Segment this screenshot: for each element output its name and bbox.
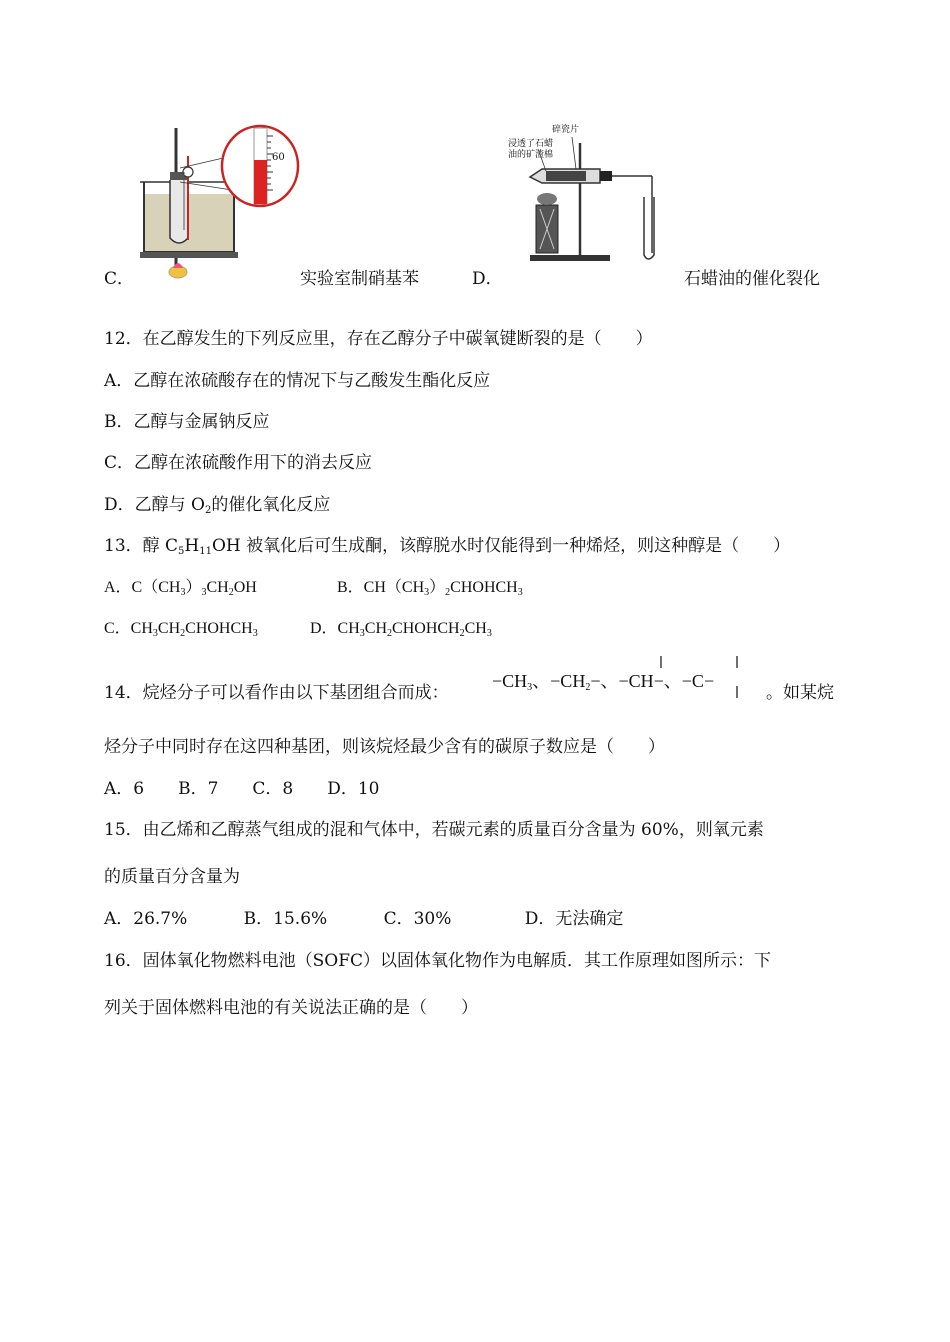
q15-line1: 15．由乙烯和乙醇蒸气组成的混和气体中，若碳元素的质量百分含量为 60%，则氧元素 (104, 820, 764, 840)
q12-option-a: A．乙醇在浓硫酸存在的情况下与乙酸发生酯化反应 (104, 371, 491, 391)
q13-stem: 13．醇 $C_5H_{11}OH$ 被氧化后可生成酮，该醇脱水时仅能得到一种烯烃，则这种醇是（ ） (104, 536, 791, 557)
q14-options: A．6 B．7 C．8 D．10 (104, 779, 380, 799)
apparatus-label-line2: 油的矿渣棉 (508, 150, 554, 160)
option-c-caption: 实验室制硝基苯 (300, 269, 419, 289)
option-d-caption: 石蜡油的催化裂化 (684, 269, 820, 289)
q15-line2: 的质量百分含量为 (104, 867, 240, 887)
q14-stem: 14．烷烃分子可以看作由以下基团组合而成： (104, 683, 449, 703)
option-c-label: C． (104, 269, 135, 289)
thermometer-reading: 60 (272, 152, 285, 163)
group-quaternary-carbon: −C− (681, 671, 715, 691)
q16-line1: 16．固体氧化物燃料电池（SOFC）以固体氧化物作为电解质．其工作原理如图所示：下 (104, 951, 772, 971)
q12-option-d: D．乙醇与 $O_2$的催化氧化反应 (104, 495, 331, 516)
q13-option-d: D．$CH_3CH_2CHOHCH_2CH_3$ (310, 620, 492, 639)
group-methine: −CH− (618, 671, 664, 691)
option-d-label: D． (472, 269, 503, 289)
apparatus-label-top: 碎瓷片 (552, 125, 580, 135)
q15-options: A．26.7% B．15.6% C．30% D．无法确定 (104, 909, 624, 929)
q12-option-b: B．乙醇与金属钠反应 (104, 412, 270, 432)
bond-lines (640, 654, 750, 700)
apparatus-label-line1: 浸透了石蜡 (508, 139, 554, 149)
q13-option-a: A．$C(CH_3)_3CH_2OH$ (104, 579, 257, 598)
group-methyl: −CH (492, 671, 528, 691)
q12-stem: 12．在乙醇发生的下列反应里，存在乙醇分子中碳氧键断裂的是（ ） (104, 329, 653, 349)
q12-option-c: C．乙醇在浓硫酸作用下的消去反应 (104, 453, 373, 473)
q14-line2: 烃分子中同时存在这四种基团，则该烷烃最少含有的碳原子数应是（ ） (104, 737, 665, 757)
thermometer-magnified-icon (218, 122, 302, 210)
group-methylene: −CH (550, 671, 586, 691)
q14-groups: $-CH_3$、$-CH_2-$、−CH−、−C− (492, 671, 715, 693)
q16-line2: 列关于固体燃料电池的有关说法正确的是（ ） (104, 998, 478, 1018)
q14-stem-end: 。如某烷 (766, 683, 834, 703)
q13-option-b: B．$CH(CH_3)_2CHOHCH_3$ (337, 579, 523, 598)
q13-option-c: C．$CH_3CH_2CHOHCH_3$ (104, 620, 258, 639)
